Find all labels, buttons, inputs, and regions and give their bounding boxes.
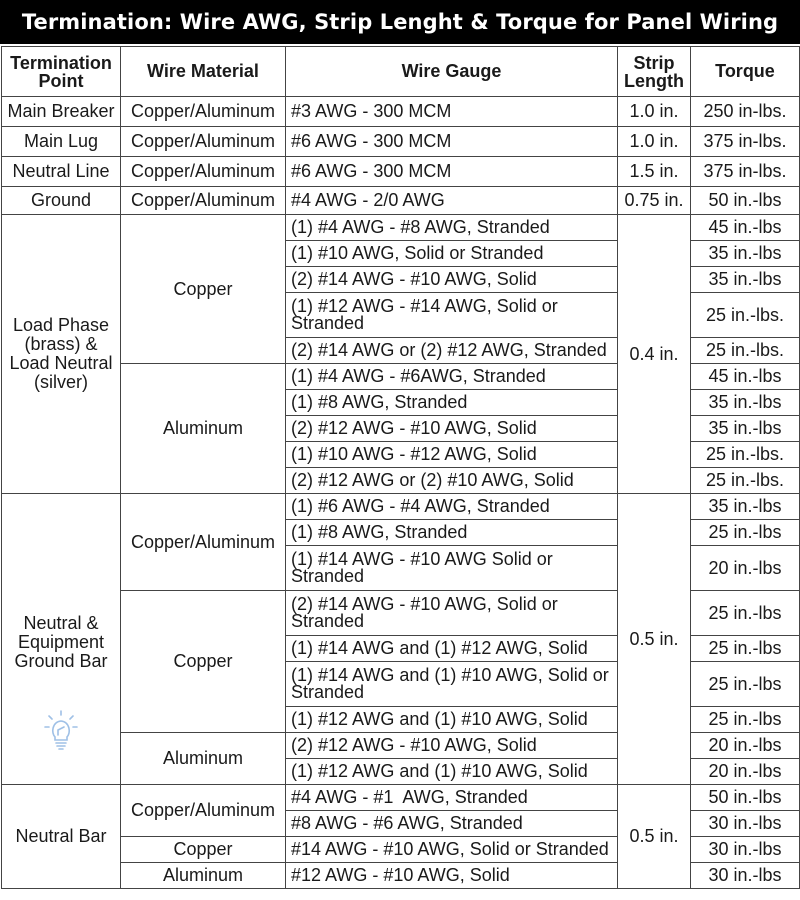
torque-cell: 25 in.-lbs <box>691 636 800 662</box>
strip-length-cell: 1.5 in. <box>618 157 691 187</box>
lightbulb-icon <box>43 709 79 753</box>
wire-gauge-cell: (1) #12 AWG and (1) #10 AWG, Solid <box>286 707 618 733</box>
table-row <box>2 187 800 215</box>
wire-gauge-cell: (1) #6 AWG - #4 AWG, Stranded <box>286 494 618 520</box>
wire-material-cell: Copper <box>121 215 286 364</box>
termination-point-cell: Ground <box>2 187 121 215</box>
header-wire-gauge: Wire Gauge <box>286 47 618 97</box>
wire-material-cell: Copper/Aluminum <box>121 187 286 215</box>
wire-material-cell: Copper/Aluminum <box>121 97 286 127</box>
termination-point-cell: Neutral Bar <box>2 785 121 889</box>
wire-gauge-cell: #4 AWG - 2/0 AWG <box>286 187 618 215</box>
torque-cell: 25 in.-lbs <box>691 707 800 733</box>
torque-cell: 50 in.-lbs <box>691 785 800 811</box>
torque-cell: 375 in-lbs. <box>691 127 800 157</box>
wire-material-cell: Copper/Aluminum <box>121 157 286 187</box>
torque-cell: 25 in.-lbs. <box>691 338 800 364</box>
wire-gauge-cell: (1) #10 AWG - #12 AWG, Solid <box>286 442 618 468</box>
wire-material-cell: Copper <box>121 837 286 863</box>
torque-cell: 35 in.-lbs <box>691 241 800 267</box>
wire-gauge-cell: #12 AWG - #10 AWG, Solid <box>286 863 618 889</box>
torque-cell: 25 in.-lbs. <box>691 468 800 494</box>
wire-gauge-cell: (1) #10 AWG, Solid or Stranded <box>286 241 618 267</box>
torque-cell: 45 in.-lbs <box>691 364 800 390</box>
wire-material-cell: Aluminum <box>121 364 286 494</box>
header-termination-point: Termination Point <box>2 47 121 97</box>
termination-point-cell: Main Lug <box>2 127 121 157</box>
header-wire-material: Wire Material <box>121 47 286 97</box>
torque-cell: 50 in.-lbs <box>691 187 800 215</box>
wire-gauge-cell: (1) #4 AWG - #6AWG, Stranded <box>286 364 618 390</box>
torque-cell: 25 in.-lbs. <box>691 442 800 468</box>
torque-cell: 35 in.-lbs <box>691 494 800 520</box>
wire-gauge-cell: #3 AWG - 300 MCM <box>286 97 618 127</box>
header-strip-length: Strip Length <box>618 47 691 97</box>
strip-length-cell: 0.5 in. <box>618 494 691 785</box>
torque-cell: 20 in.-lbs <box>691 546 800 591</box>
wire-gauge-cell: (1) #14 AWG and (1) #10 AWG, Solid or Stranded <box>286 662 618 707</box>
wire-material-cell: Copper <box>121 591 286 733</box>
wire-gauge-cell: #4 AWG - #1 AWG, Stranded <box>286 785 618 811</box>
wire-material-cell: Aluminum <box>121 733 286 785</box>
wire-material-cell: Copper/Aluminum <box>121 494 286 591</box>
torque-cell: 35 in.-lbs <box>691 267 800 293</box>
wire-gauge-cell: (2) #14 AWG or (2) #12 AWG, Stranded <box>286 338 618 364</box>
wire-gauge-cell: (1) #8 AWG, Stranded <box>286 520 618 546</box>
wire-gauge-cell: (1) #4 AWG - #8 AWG, Stranded <box>286 215 618 241</box>
torque-cell: 35 in.-lbs <box>691 416 800 442</box>
torque-cell: 25 in.-lbs <box>691 662 800 707</box>
strip-length-cell: 1.0 in. <box>618 127 691 157</box>
wire-gauge-cell: (1) #14 AWG - #10 AWG Solid or Stranded <box>286 546 618 591</box>
termination-table <box>1 46 800 889</box>
termination-point-cell: Main Breaker <box>2 97 121 127</box>
wire-gauge-cell: (2) #14 AWG - #10 AWG, Solid <box>286 267 618 293</box>
termination-point-cell <box>2 494 121 785</box>
wire-gauge-cell: (2) #12 AWG - #10 AWG, Solid <box>286 416 618 442</box>
torque-cell: 25 in.-lbs. <box>691 293 800 338</box>
wire-material-cell: Aluminum <box>121 863 286 889</box>
table-row <box>2 785 800 811</box>
strip-length-cell: 1.0 in. <box>618 97 691 127</box>
wire-material-cell: Copper/Aluminum <box>121 127 286 157</box>
wire-gauge-cell: (1) #12 AWG and (1) #10 AWG, Solid <box>286 759 618 785</box>
torque-cell: 250 in-lbs. <box>691 97 800 127</box>
table-row <box>2 157 800 187</box>
torque-cell: 35 in.-lbs <box>691 390 800 416</box>
header-torque: Torque <box>691 47 800 97</box>
wire-gauge-cell: #8 AWG - #6 AWG, Stranded <box>286 811 618 837</box>
wire-material-cell: Copper/Aluminum <box>121 785 286 837</box>
table-row <box>2 97 800 127</box>
wire-gauge-cell: #6 AWG - 300 MCM <box>286 127 618 157</box>
page-title: Termination: Wire AWG, Strip Lenght & Torque for Panel Wiring <box>0 0 800 44</box>
wire-gauge-cell: (1) #8 AWG, Stranded <box>286 390 618 416</box>
torque-cell: 20 in.-lbs <box>691 733 800 759</box>
strip-length-cell: 0.75 in. <box>618 187 691 215</box>
termination-point-cell: Neutral Line <box>2 157 121 187</box>
wire-gauge-cell: (1) #12 AWG - #14 AWG, Solid or Stranded <box>286 293 618 338</box>
torque-cell: 25 in.-lbs <box>691 520 800 546</box>
termination-point-cell: Load Phase (brass) & Load Neutral (silver) <box>2 215 121 494</box>
strip-length-cell: 0.4 in. <box>618 215 691 494</box>
wire-gauge-cell: (1) #14 AWG and (1) #12 AWG, Solid <box>286 636 618 662</box>
torque-cell: 45 in.-lbs <box>691 215 800 241</box>
wire-gauge-cell: (2) #14 AWG - #10 AWG, Solid or Stranded <box>286 591 618 636</box>
torque-cell: 30 in.-lbs <box>691 863 800 889</box>
torque-cell: 375 in-lbs. <box>691 157 800 187</box>
table-row <box>2 127 800 157</box>
termination-point-label: Neutral & Equipment Ground Bar <box>14 613 108 671</box>
wire-gauge-cell: #14 AWG - #10 AWG, Solid or Stranded <box>286 837 618 863</box>
torque-cell: 25 in.-lbs <box>691 591 800 636</box>
torque-cell: 30 in.-lbs <box>691 811 800 837</box>
table-row <box>2 215 800 241</box>
torque-cell: 20 in.-lbs <box>691 759 800 785</box>
wire-gauge-cell: (2) #12 AWG - #10 AWG, Solid <box>286 733 618 759</box>
wire-gauge-cell: #6 AWG - 300 MCM <box>286 157 618 187</box>
torque-cell: 30 in.-lbs <box>691 837 800 863</box>
table-row <box>2 494 800 520</box>
strip-length-cell: 0.5 in. <box>618 785 691 889</box>
wire-gauge-cell: (2) #12 AWG or (2) #10 AWG, Solid <box>286 468 618 494</box>
